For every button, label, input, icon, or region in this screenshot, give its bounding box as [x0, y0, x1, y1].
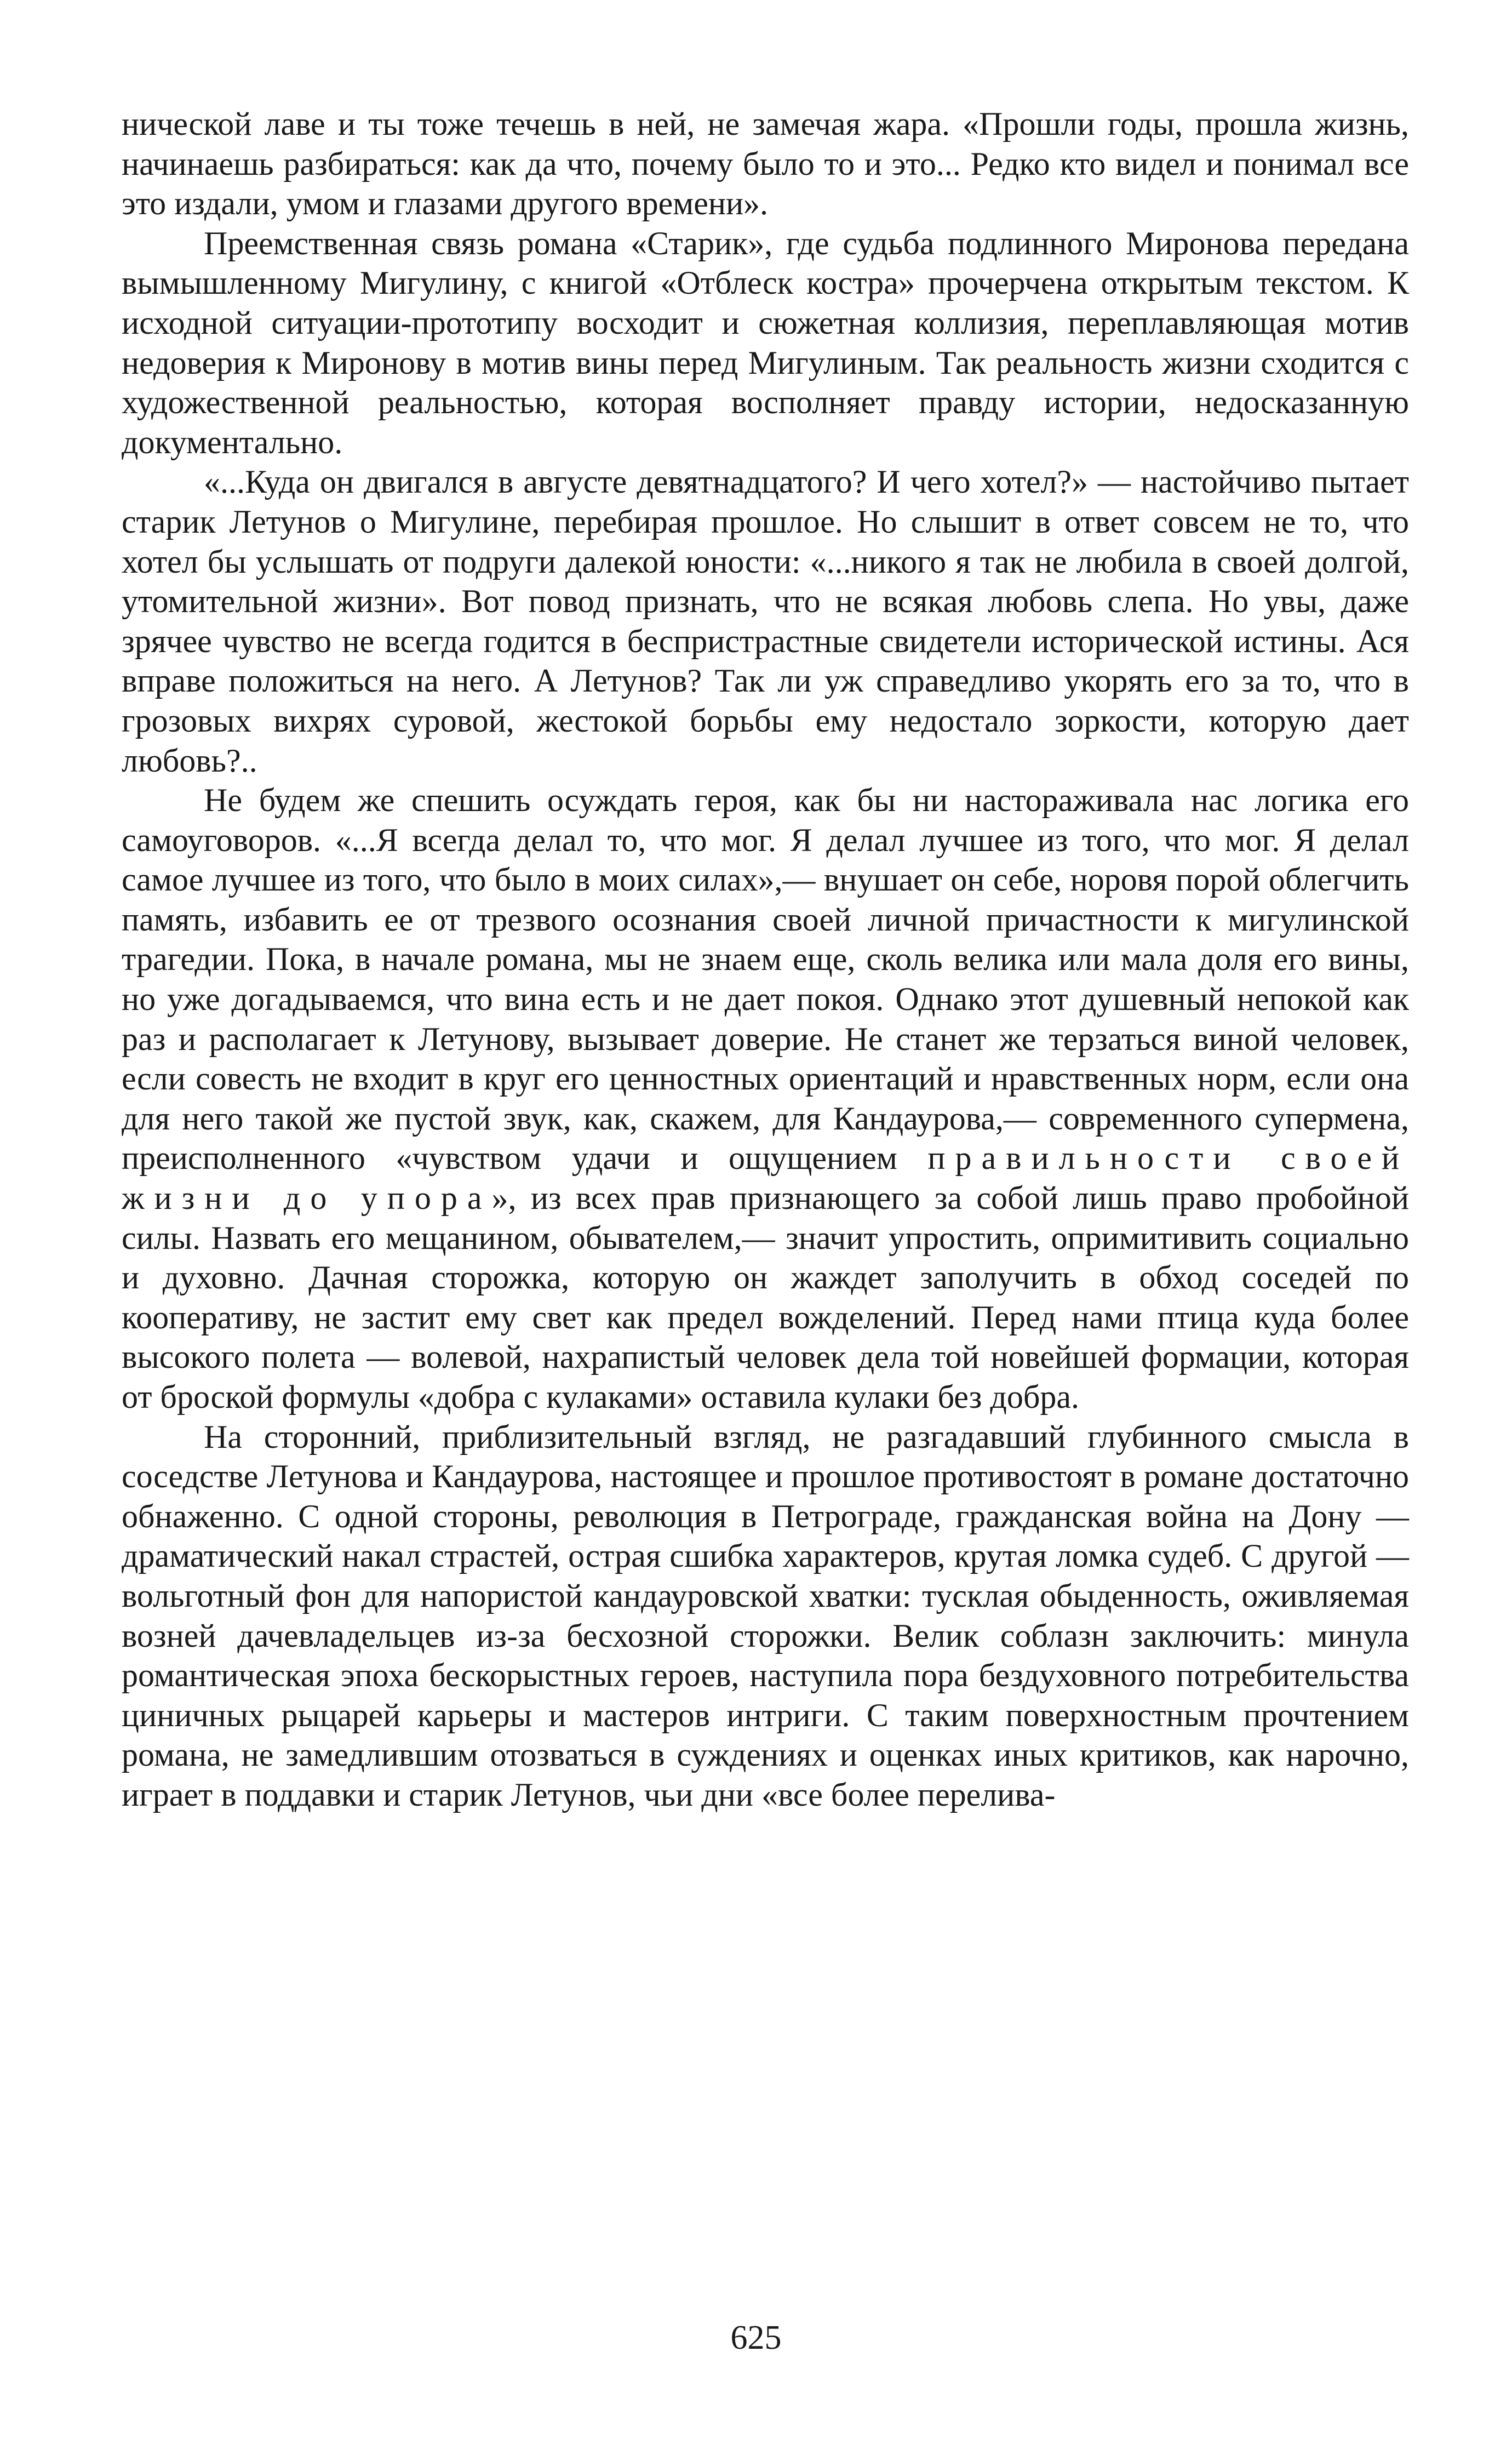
paragraph-4-spaced-quote: правильности своей жизни до упора — [122, 1140, 1409, 1217]
paragraph-4-part-1: Не будем же спешить осуждать героя, как бы ни настораживала нас логика его самоуговоров. «...Я всегда делал то, что мог. Я делал лучшее из того, что мог. Я делал самое лучшее из того, что было в моих силах»,— внушает он себе, норовя порой облегчить память, избавить ее от трезвого осознания своей личной причастности к мигулинской трагедии. Пока, в начале романа, мы не знаем еще, сколь велика или мала доля его вины, но уже догадываемся, что вина есть и не дает покоя. Однако этот душевный непокой как раз и располагает к Летунову, вызывает доверие. Не станет же терзаться виной человек, если совесть не входит в круг его ценностных ориентаций и нравственных норм, если она для него такой же пустой звук, как, скажем, для Кандаурова,— современного супермена, преисполненного «чувством удачи и ощущением — [122, 782, 1409, 1177]
paragraph-4-part-2: », из всех прав признающего за собой лишь право пробойной силы. Назвать его мещанином, обывателем,— значит упростить, опримитивить социально и духовно. Дачная сторожка, которую он жаждет заполучить в обход соседей по кооперативу, не застит ему свет как предел вожделений. Перед нами птица куда более высокого полета — волевой, нахрапистый человек дела той новейшей формации, которая от броской формулы «добра с кулаками» оставила кулаки без добра. — [122, 1180, 1409, 1415]
page-number: 625 — [730, 2319, 782, 2356]
paragraph-4 — [122, 780, 1409, 1417]
paragraph-3: «...Куда он двигался в августе девятнадцатого? И чего хотел?» — настойчиво пытает старик Летунов о Мигулине, перебирая прошлое. Но слышит в ответ совсем не то, что хотел бы услышать от подруги далекой юности: «...никого я так не любила в своей долгой, утомительной жизни». Вот повод признать, что не всякая любовь слепа. Но увы, даже зрячее чувство не всегда годится в беспристрастные свидетели исторической истины. Ася вправе положиться на него. А Летунов? Так ли уж справедливо укорять его за то, что в грозовых вихрях суровой, жестокой борьбы ему недостало зоркости, которую дает любовь?.. — [122, 464, 1409, 779]
paragraph-5: На сторонний, приблизительный взгляд, не разгадавший глубинного смысла в соседстве Летунова и Кандаурова, настоящее и прошлое противостоят в романе достаточно обнаженно. С одной стороны, революция в Петрограде, гражданская война на Дону — драматический накал страстей, острая сшибка характеров, крутая ломка судеб. С другой — вольготный фон для напористой кандауровской хватки: тусклая обыденность, оживляемая возней дачевладельцев из-за бесхозной сторожки. Велик соблазн заключить: минула романтическая эпоха бескорыстных героев, наступила пора бездуховного потребительства циничных рыцарей карьеры и мастеров интриги. С таким поверхностным прочтением романа, не замедлившим отозваться в суждениях и оценках иных критиков, как нарочно, играет в поддавки и старик Летунов, чьи дни «все более перелива- — [122, 1418, 1409, 1813]
paragraph-2: Преемственная связь романа «Старик», где судьба подлинного Миронова передана вымышленному Мигулину, с книгой «Отблеск костра» прочерчена открытым текстом. К исходной ситуации-прототипу восходит и сюжетная коллизия, переплавляющая мотив недоверия к Миронову в мотив вины перед Мигулиным. Так реальность жизни сходится с художественной реальностью, которая восполняет правду истории, недосказанную документально. — [122, 225, 1409, 460]
paragraph-1: нической лаве и ты тоже течешь в ней, не замечая жара. «Прошли годы, прошла жизнь, начинаешь разбираться: как да что, почему было то и это... Редко кто видел и понимал все это издали, умом и глазами другого времени». — [122, 106, 1409, 222]
page-body — [122, 104, 1409, 1815]
